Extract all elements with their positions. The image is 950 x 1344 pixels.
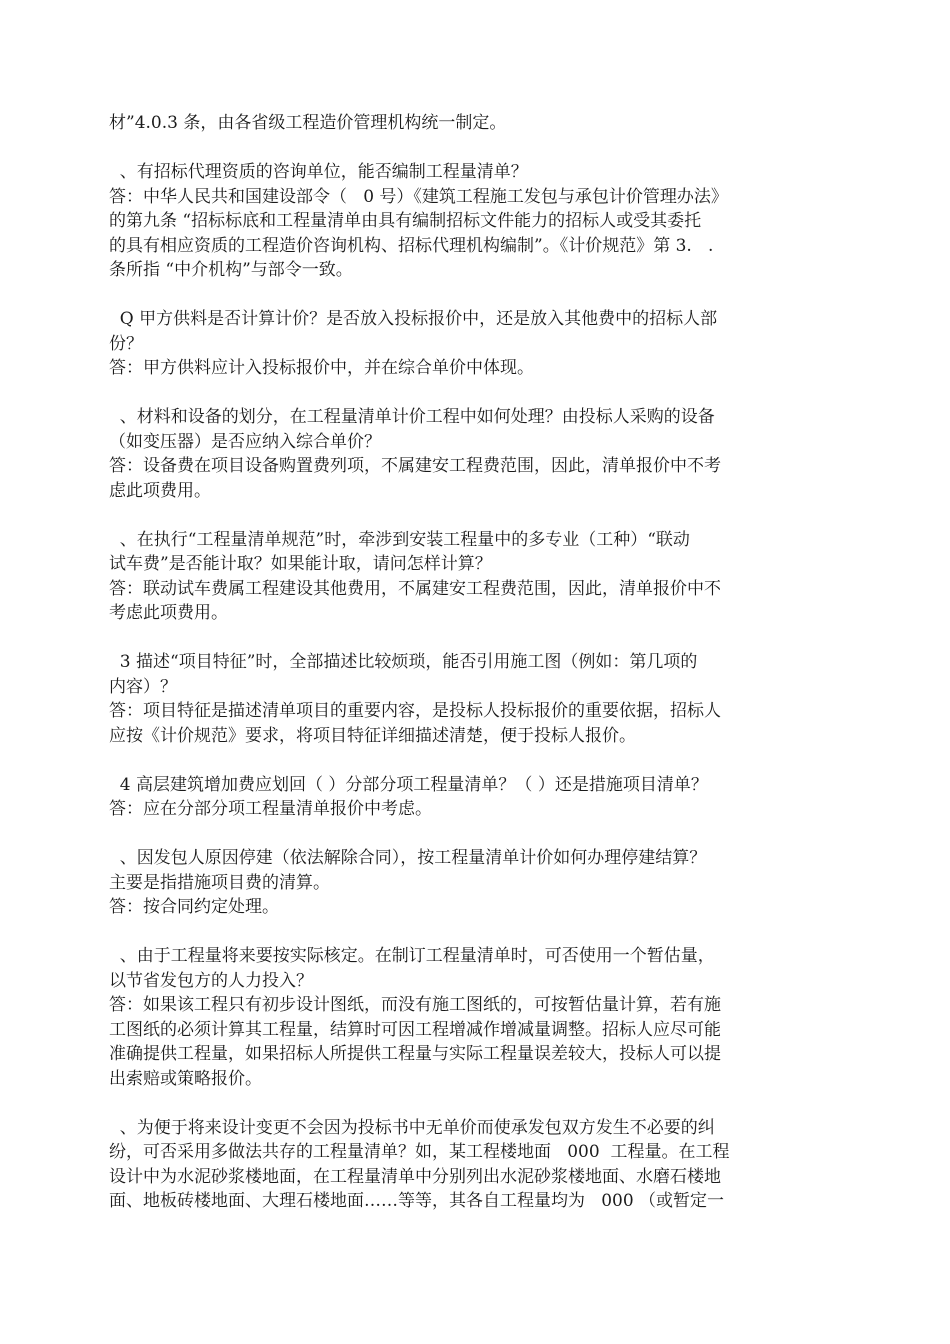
paragraph: [109, 944, 809, 1091]
answer-line: 答：设备费在项目设备购置费列项，不属建安工程费范围，因此，清单报价中不考: [109, 456, 721, 476]
answer-line: 答：联动试车费属工程建设其他费用，不属建安工程费范围，因此，清单报价中不: [109, 578, 721, 599]
paragraph: [109, 307, 809, 381]
question-line: 以节省发包方的人力投入？: [109, 970, 313, 991]
answer-line: 准确提供工程量，如果招标人所提供工程量与实际工程量误差较大，投标人可以提: [109, 1044, 721, 1064]
question-line: 面、地板砖楼地面、大理石楼地面……等等，其各自工程量均为 000 （或暂定一: [109, 1191, 725, 1211]
answer-line: 的具有相应资质的工程造价咨询机构、招标代理机构编制”。《计价规范》第 3. .: [109, 235, 714, 256]
question-line: 份？: [109, 333, 143, 354]
paragraph: [109, 846, 809, 920]
question-line: 、为便于将来设计变更不会因为投标书中无单价而使承发包双方发生不必要的纠: [109, 1117, 715, 1138]
paragraph: [109, 773, 809, 822]
answer-line: 答：如果该工程只有初步设计图纸，而没有施工图纸的，可按暂估量计算，若有施: [109, 995, 721, 1015]
answer-line: 工图纸的必须计算其工程量，结算时可因工程增减作增减量调整。招标人应尽可能: [109, 1019, 721, 1040]
answer-line: 应按《计价规范》要求，将项目特征详细描述清楚，便于投标人报价。: [109, 725, 636, 746]
question-line: 3 描述“项目特征”时，全部描述比较烦琐，能否引用施工图（例如：第几项的: [109, 652, 698, 672]
paragraph: [109, 528, 809, 626]
answer-line: 出索赔或策略报价。: [109, 1068, 262, 1089]
answer-line: 答：按合同约定处理。: [109, 897, 279, 917]
question-line: 、由于工程量将来要按实际核定。在制订工程量清单时，可否使用一个暂估量，: [109, 946, 715, 966]
question-line: 纷，可否采用多做法共存的工程量清单？如，某工程楼地面 000 工程量。在工程: [109, 1142, 730, 1162]
answer-line: 答：应在分部分项工程量清单报价中考虑。: [109, 799, 432, 819]
paragraph-gap: [109, 503, 809, 528]
paragraph-gap: [109, 626, 809, 651]
question-line: 、有招标代理资质的咨询单位，能否编制工程量清单？: [109, 162, 528, 182]
question-line: 内容）？: [109, 676, 177, 697]
question-line: 试车费”是否能计取？如果能计取，请问怎样计算？: [109, 554, 492, 574]
answer-line: 答：中华人民共和国建设部令（ 0 号）《建筑工程施工发包与承包计价管理办法》: [109, 186, 728, 207]
question-line: 设计中为水泥砂浆楼地面，在工程量清单中分别列出水泥砂浆楼地面、水磨石楼地: [109, 1166, 721, 1187]
question-line: Q 甲方供料是否计算计价？是否放入投标报价中，还是放入其他费中的招标人部: [109, 309, 718, 329]
paragraph: [109, 405, 809, 503]
paragraph-gap: [109, 283, 809, 308]
answer-line: 条所指 “中介机构”与部令一致。: [109, 260, 353, 280]
paragraph-gap: [109, 1091, 809, 1116]
question-line: 主要是指措施项目费的清算。: [109, 872, 330, 893]
text-line: 材”4.0.3 条，由各省级工程造价管理机构统一制定。: [109, 113, 507, 133]
paragraph-gap: [109, 136, 809, 161]
document-page: [109, 111, 809, 1214]
answer-line: 考虑此项费用。: [109, 603, 228, 623]
paragraph: [109, 111, 809, 136]
answer-line: 答：甲方供料应计入投标报价中，并在综合单价中体现。: [109, 358, 534, 378]
answer-line: 的第九条 “招标标底和工程量清单由具有编制招标文件能力的招标人或受其委托: [109, 211, 702, 231]
paragraph: [109, 650, 809, 748]
question-line: 4 高层建筑增加费应划回（ ）分部分项工程量清单？（ ）还是措施项目清单？: [109, 774, 708, 795]
paragraph: [109, 160, 809, 283]
paragraph: [109, 1116, 809, 1214]
question-line: 、因发包人原因停建（依法解除合同），按工程量清单计价如何办理停建结算？: [109, 848, 707, 868]
paragraph-gap: [109, 748, 809, 773]
paragraph-gap: [109, 381, 809, 406]
question-line: 、材料和设备的划分，在工程量清单计价工程中如何处理？由投标人采购的设备: [109, 407, 715, 427]
paragraph-gap: [109, 822, 809, 847]
answer-line: 答：项目特征是描述清单项目的重要内容，是投标人投标报价的重要依据，招标人: [109, 701, 721, 721]
answer-line: 虑此项费用。: [109, 480, 211, 501]
question-line: （如变压器）是否应纳入综合单价？: [109, 431, 381, 452]
question-line: 、在执行“工程量清单规范”时，牵涉到安装工程量中的多专业（工种）“联动: [109, 529, 690, 550]
paragraph-gap: [109, 920, 809, 945]
